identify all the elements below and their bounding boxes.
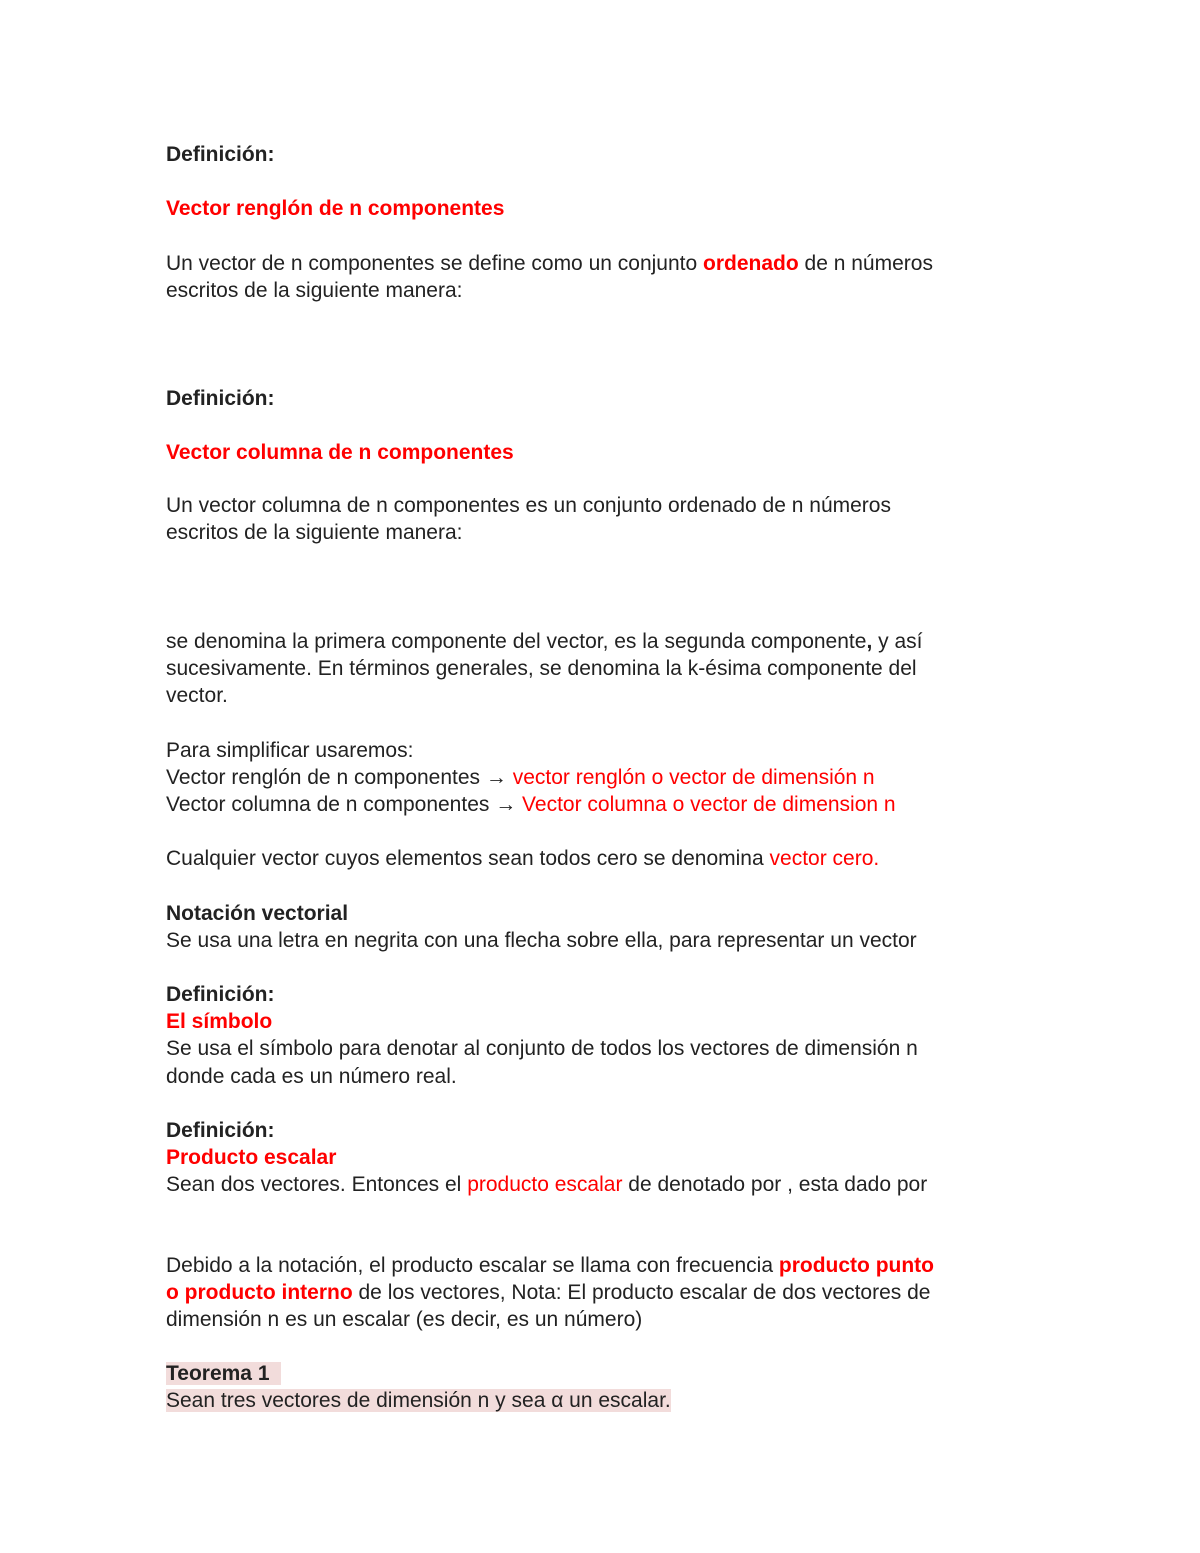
paragraph-row-vector-line2: escritos de la siguiente manera: (166, 279, 463, 302)
simplify-column-vector: Vector columna de n componentes → Vector columna o vector de dimension n (166, 793, 896, 816)
symbol-line1: Se usa el símbolo para denotar al conjunto de todos los vectores de dimensión n (166, 1037, 918, 1060)
section-title-symbol: El símbolo (166, 1010, 273, 1033)
notation-text: Se usa una letra en negrita con una flecha sobre ella, para representar un vector (166, 929, 917, 952)
definition-label: Definición: (166, 387, 275, 410)
paragraph-row-vector-line1: Un vector de n componentes se define como un conjunto ordenado de n números (166, 252, 933, 275)
theorem-text: Sean tres vectores de dimensión n y sea α un escalar. (166, 1389, 671, 1412)
components-line1: se denomina la primera componente del vector, es la segunda componente, y así (166, 630, 923, 653)
components-line2: sucesivamente. En términos generales, se denomina la k-ésima componente del (166, 657, 917, 680)
note-line1: Debido a la notación, el producto escalar se llama con frecuencia producto punto (166, 1254, 934, 1277)
simplify-row-vector: Vector renglón de n componentes → vector renglón o vector de dimensión n (166, 766, 875, 789)
scalar-product-line: Sean dos vectores. Entonces el producto escalar de denotado por , esta dado por (166, 1173, 928, 1196)
note-line3: dimensión n es un escalar (es decir, es un número) (166, 1308, 643, 1331)
symbol-line2: donde cada es un número real. (166, 1065, 457, 1088)
paragraph-column-vector-line2: escritos de la siguiente manera: (166, 521, 463, 544)
notation-title: Notación vectorial (166, 902, 349, 925)
section-title-scalar-product: Producto escalar (166, 1146, 337, 1169)
definition-label: Definición: (166, 143, 275, 166)
section-title-column-vector: Vector columna de n componentes (166, 441, 514, 464)
zero-vector-paragraph: Cualquier vector cuyos elementos sean todos cero se denomina vector cero. (166, 847, 880, 870)
note-line2: o producto interno de los vectores, Nota: El producto escalar de dos vectores de (166, 1281, 931, 1304)
paragraph-column-vector-line1: Un vector columna de n componentes es un conjunto ordenado de n números (166, 494, 891, 517)
components-line3: vector. (166, 684, 228, 707)
section-title-row-vector: Vector renglón de n componentes (166, 197, 505, 220)
emphasis-ordenado: ordenado (703, 252, 799, 275)
definition-label: Definición: (166, 983, 275, 1006)
definition-label: Definición: (166, 1119, 275, 1142)
simplify-intro: Para simplificar usaremos: (166, 739, 414, 762)
theorem-title: Teorema 1 (166, 1360, 281, 1387)
